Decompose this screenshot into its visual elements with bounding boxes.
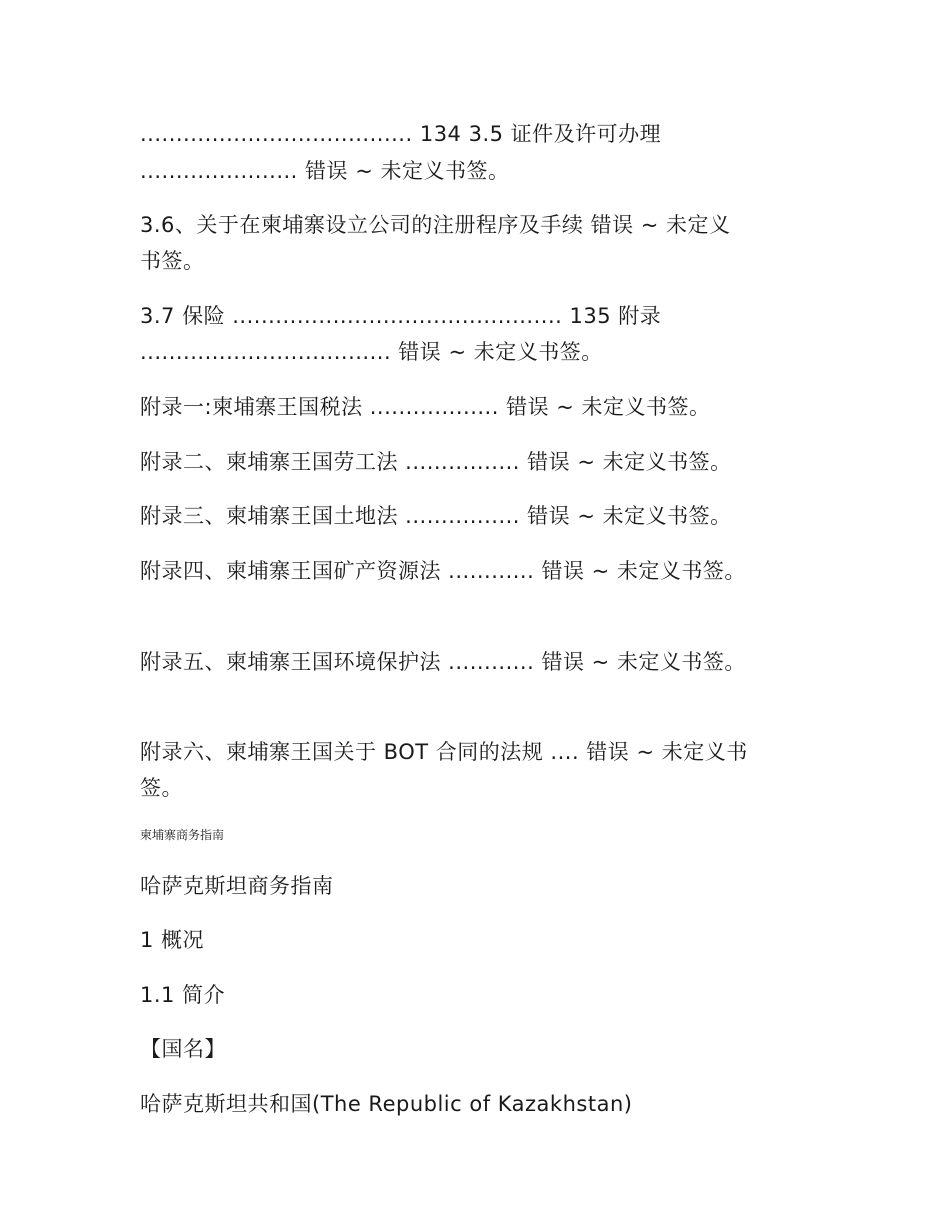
- toc-line-4: 书签。: [140, 249, 205, 273]
- toc-appendix-3: 附录三、柬埔寨王国土地法 ................ 错误 ~ 未定义书签。: [140, 504, 732, 528]
- toc-appendix-2: 附录二、柬埔寨王国劳工法 ................ 错误 ~ 未定义书签。: [140, 450, 732, 474]
- doc-title: 哈萨克斯坦商务指南: [140, 874, 334, 898]
- toc-line-6: ................................... 错误 ~ 未定义书签。: [140, 340, 603, 364]
- section-heading-1: 1 概况: [140, 928, 205, 952]
- toc-line-5: 3.7 保险 .............................................. 135 附录: [140, 304, 662, 328]
- toc-appendix-5: 附录五、柬埔寨王国环境保护法 ............ 错误 ~ 未定义书签。: [140, 650, 746, 674]
- toc-appendix-6-cont: 签。: [140, 776, 183, 800]
- running-header-text: 柬埔寨商务指南: [140, 828, 225, 842]
- toc-appendix-4: 附录四、柬埔寨王国矿产资源法 ............ 错误 ~ 未定义书签。: [140, 559, 746, 583]
- toc-appendix-6: 附录六、柬埔寨王国关于 BOT 合同的法规 .... 错误 ~ 未定义书: [140, 740, 748, 764]
- toc-line-2: ...................... 错误 ~ 未定义书签。: [140, 159, 510, 183]
- section-heading-1-1: 1.1 简介: [140, 983, 226, 1007]
- toc-line-3: 3.6、关于在柬埔寨设立公司的注册程序及手续 错误 ~ 未定义: [140, 213, 731, 237]
- toc-appendix-1: 附录一:柬埔寨王国税法 .................. 错误 ~ 未定义书签。: [140, 395, 711, 419]
- country-name-value: 哈萨克斯坦共和国(The Republic of Kazakhstan): [140, 1092, 633, 1116]
- field-label-country-name: 【国名】: [140, 1037, 226, 1061]
- toc-line-1: ...................................... 134 3.5 证件及许可办理: [140, 122, 662, 146]
